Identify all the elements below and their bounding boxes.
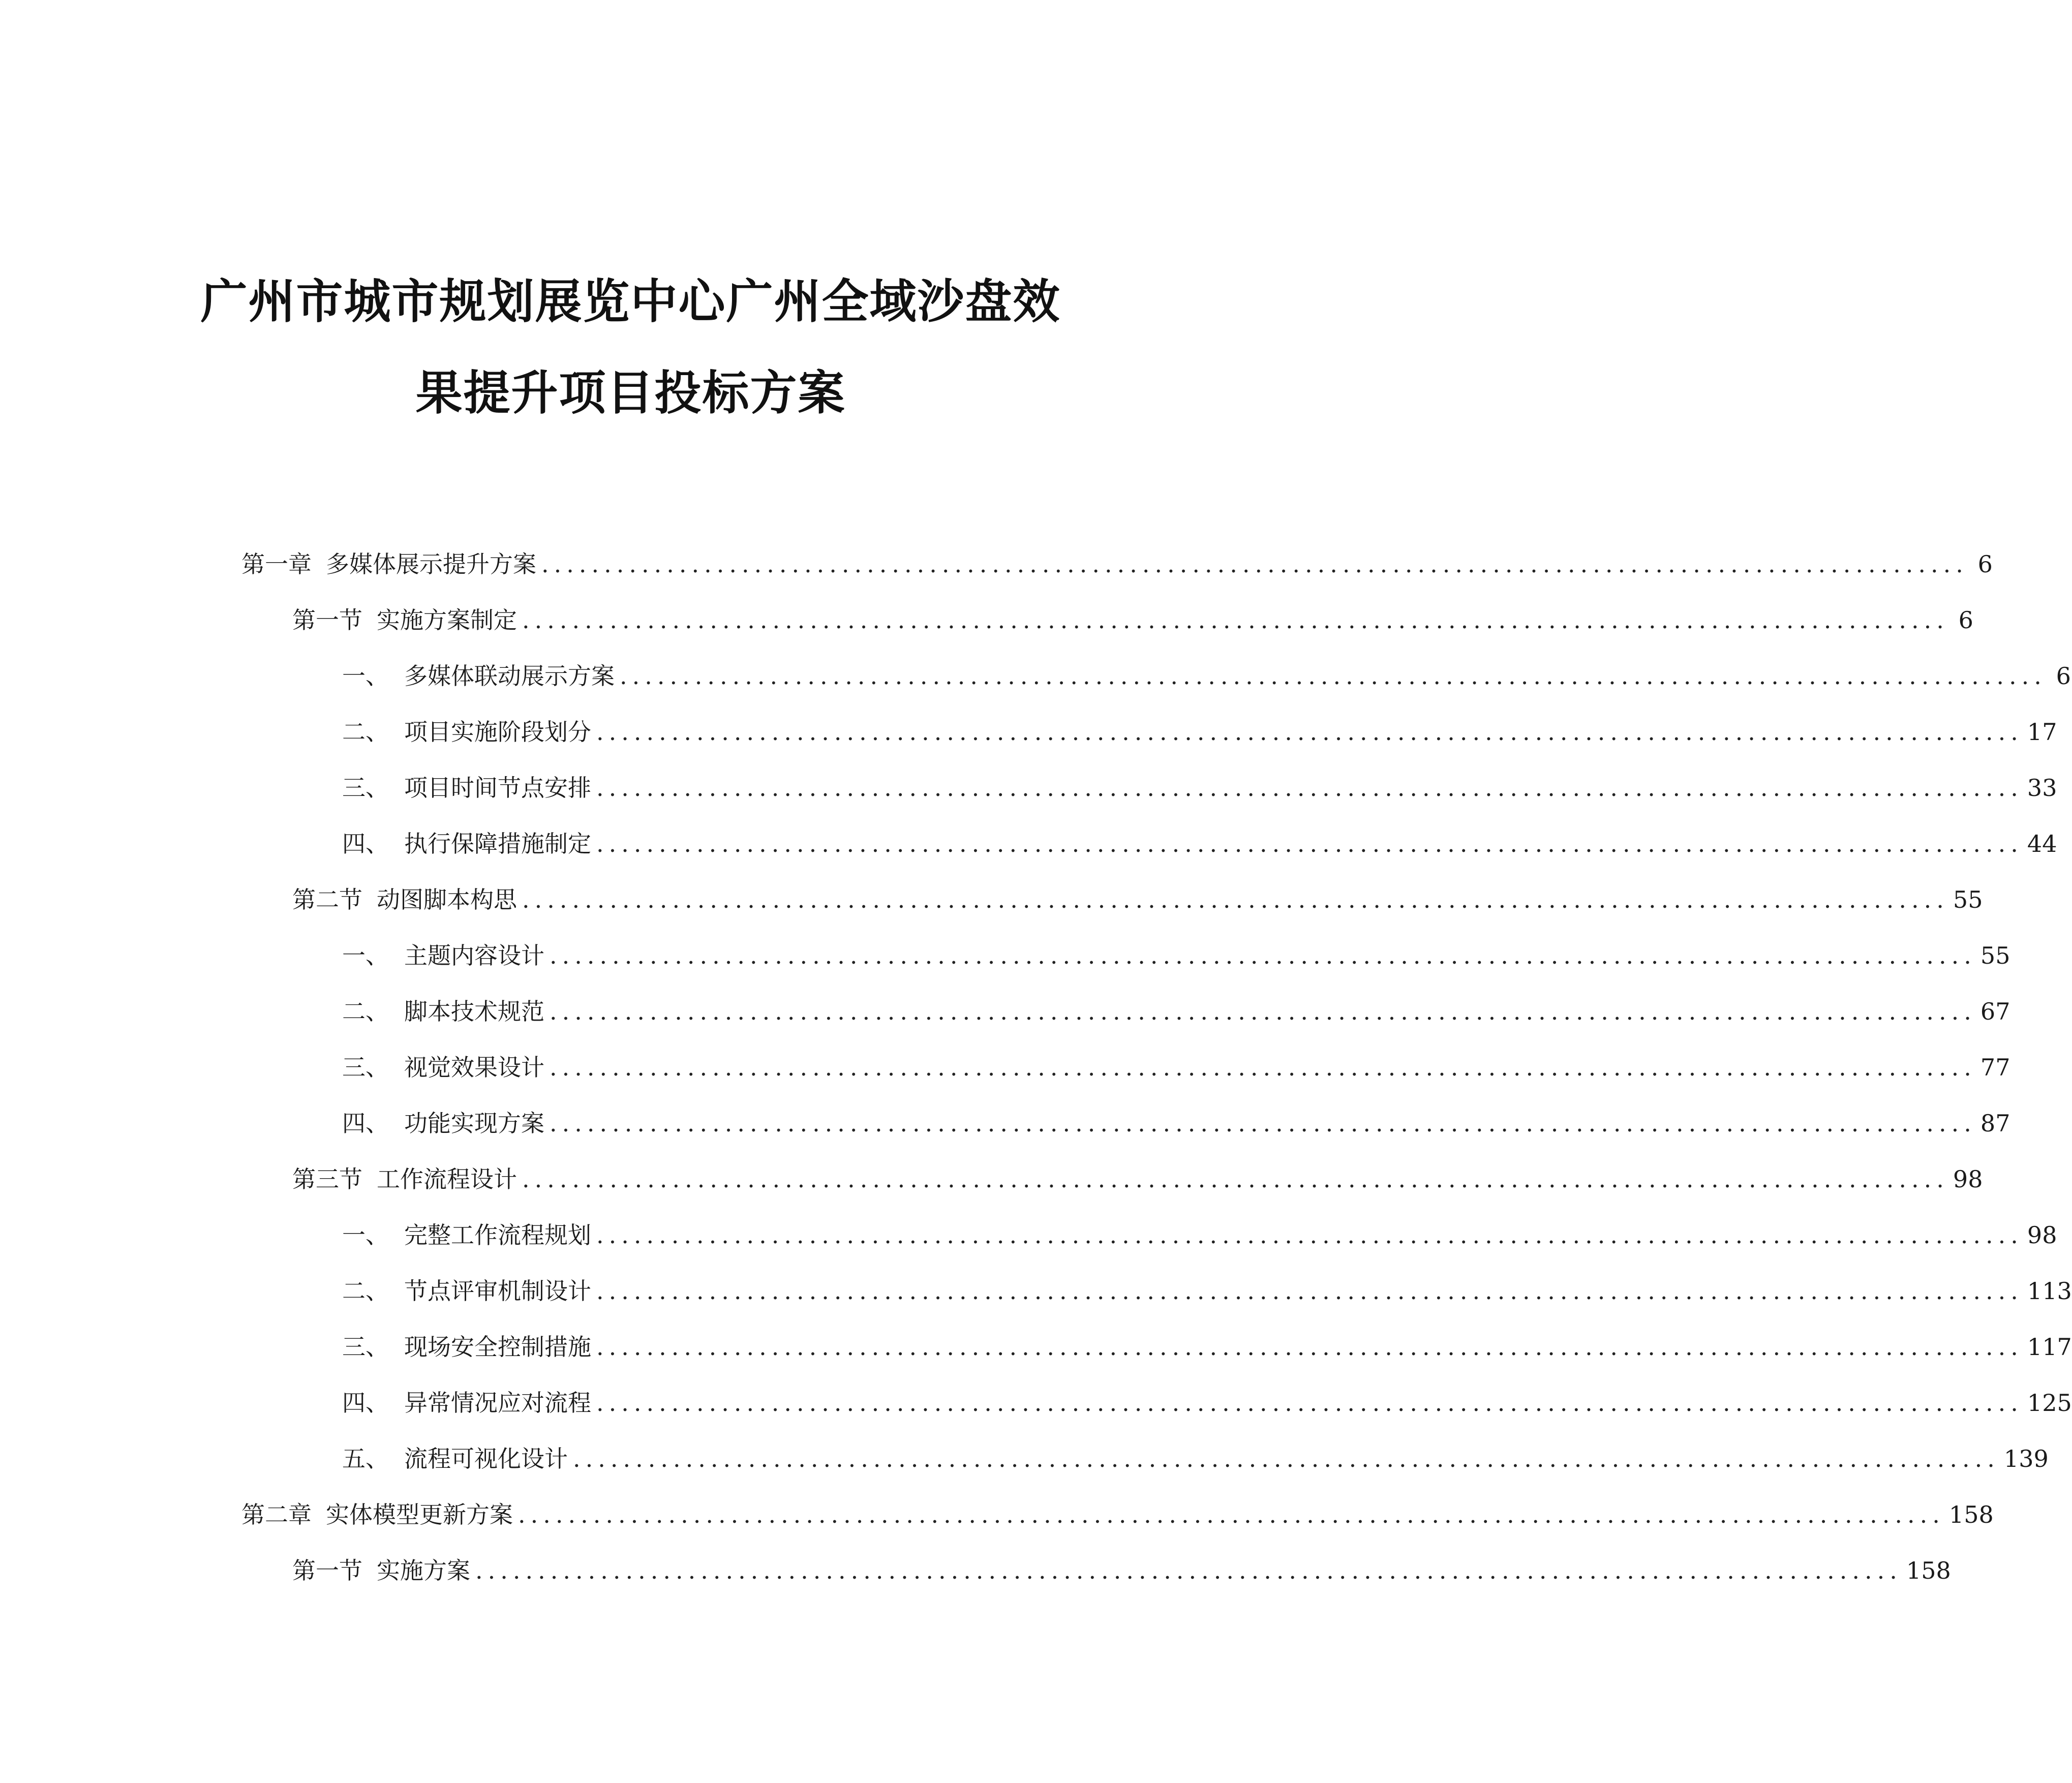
toc-entry-prefix: 三、 <box>342 1333 389 1361</box>
toc-entry-item-1-3-3[interactable] <box>342 1321 2072 1362</box>
toc-entry-title: 流程可视化设计 <box>404 1445 568 1472</box>
toc-entry-title: 主题内容设计 <box>404 942 544 969</box>
toc-entry-item-1-3-2[interactable] <box>342 1266 2072 1306</box>
document-title-line-1: 广州市城市规划展览中心广州全域沙盘效 <box>200 274 1061 329</box>
toc-entry-label <box>342 1443 568 1474</box>
toc-dot-leader: .................................................................................................................. <box>620 662 2047 690</box>
toc-page-number: 6 <box>1958 606 1973 634</box>
toc-entry-section-1-1[interactable] <box>292 595 1973 635</box>
toc-entry-title: 项目实施阶段划分 <box>404 718 591 746</box>
toc-entry-label <box>292 1555 470 1586</box>
toc-entry-title: 工作流程设计 <box>377 1165 517 1193</box>
toc-page-number: 125 <box>2027 1389 2072 1417</box>
toc-entry-prefix: 三、 <box>342 774 389 802</box>
toc-entry-label <box>292 884 517 915</box>
toc-dot-leader: .................................................................................................................. <box>550 1110 1976 1137</box>
toc-page-number: 44 <box>2027 830 2057 857</box>
toc-entry-prefix: 五、 <box>342 1445 389 1472</box>
toc-entry-label <box>342 717 591 747</box>
toc-entry-label <box>342 940 544 971</box>
toc-entry-item-1-1-4[interactable] <box>342 818 2057 859</box>
toc-page-number: 17 <box>2027 718 2057 746</box>
toc-entry-section-1-2[interactable] <box>292 874 1983 915</box>
toc-entry-item-1-2-1[interactable] <box>342 930 2010 971</box>
toc-dot-leader: .................................................................................................................. <box>596 1333 2023 1361</box>
toc-page-number: 33 <box>2027 774 2057 802</box>
toc-entry-prefix: 二、 <box>342 998 389 1025</box>
toc-dot-leader: .................................................................................................................. <box>596 718 2023 746</box>
toc-page-number: 87 <box>1980 1110 2010 1137</box>
toc-entry-label <box>342 1388 591 1418</box>
toc-dot-leader: .................................................................................................................. <box>596 1389 2023 1417</box>
toc-page-number: 158 <box>1948 1501 1994 1528</box>
toc-dot-leader: .................................................................................................................. <box>596 1277 2023 1305</box>
toc-entry-title: 异常情况应对流程 <box>404 1389 591 1417</box>
toc-page-number: 6 <box>2056 662 2071 690</box>
toc-page-number: 158 <box>1906 1557 1951 1584</box>
toc-page-number: 6 <box>1977 550 1993 578</box>
toc-dot-leader: .................................................................................................................. <box>550 942 1976 969</box>
toc-entry-prefix: 二、 <box>342 1277 389 1305</box>
toc-page-number: 113 <box>2027 1277 2072 1305</box>
toc-entry-label <box>342 1108 544 1139</box>
toc-dot-leader: .................................................................................................................. <box>573 1445 2000 1472</box>
toc-entry-prefix: 四、 <box>342 1110 389 1137</box>
toc-entry-prefix: 第二章 <box>241 1501 312 1528</box>
toc-entry-title: 完整工作流程规划 <box>404 1221 591 1249</box>
toc-page-number: 139 <box>2003 1445 2049 1472</box>
toc-entry-prefix: 一、 <box>342 662 389 690</box>
toc-entry-title: 实体模型更新方案 <box>326 1501 513 1528</box>
toc-entry-item-1-2-3[interactable] <box>342 1042 2010 1083</box>
toc-dot-leader: .................................................................................................................. <box>518 1501 1945 1528</box>
toc-dot-leader: .................................................................................................................. <box>541 550 1968 578</box>
toc-entry-prefix: 第二节 <box>292 886 362 913</box>
toc-entry-chapter-1[interactable] <box>241 539 1993 579</box>
toc-entry-prefix: 二、 <box>342 718 389 746</box>
toc-page-number: 67 <box>1980 998 2010 1025</box>
toc-entry-item-1-2-2[interactable] <box>342 986 2010 1027</box>
toc-dot-leader: .................................................................................................................. <box>522 1165 1949 1193</box>
toc-entry-label <box>342 1220 591 1250</box>
toc-entry-label <box>342 1052 544 1083</box>
toc-entry-item-1-3-5[interactable] <box>342 1433 2049 1474</box>
toc-entry-label <box>292 1164 517 1194</box>
toc-entry-title: 现场安全控制措施 <box>404 1333 591 1361</box>
toc-entry-item-1-1-2[interactable] <box>342 706 2057 747</box>
toc-entry-section-2-1[interactable] <box>292 1545 1951 1586</box>
toc-entry-title: 多媒体展示提升方案 <box>326 550 536 578</box>
toc-entry-title: 动图脚本构思 <box>377 886 517 913</box>
toc-entry-prefix: 第一章 <box>241 550 312 578</box>
toc-entry-prefix: 三、 <box>342 1054 389 1081</box>
toc-entry-item-1-3-4[interactable] <box>342 1377 2072 1418</box>
toc-dot-leader: .................................................................................................................. <box>550 998 1976 1025</box>
toc-entry-label <box>342 1332 591 1362</box>
toc-entry-title: 多媒体联动展示方案 <box>404 662 615 690</box>
toc-entry-item-1-1-1[interactable] <box>342 651 2071 691</box>
toc-entry-item-1-1-3[interactable] <box>342 762 2057 803</box>
toc-entry-label <box>241 549 536 579</box>
toc-page-number: 77 <box>1980 1054 2010 1081</box>
toc-entry-prefix: 一、 <box>342 1221 389 1249</box>
toc-entry-item-1-3-1[interactable] <box>342 1210 2057 1250</box>
toc-entry-label <box>342 661 615 691</box>
toc-dot-leader: .................................................................................................................. <box>596 774 2023 802</box>
toc-entry-label <box>342 828 591 859</box>
toc-dot-leader: .................................................................................................................. <box>550 1054 1976 1081</box>
toc-entry-prefix: 第一节 <box>292 1557 362 1584</box>
toc-dot-leader: .................................................................................................................. <box>522 886 1949 913</box>
toc-entry-item-1-2-4[interactable] <box>342 1098 2010 1139</box>
toc-page-number: 117 <box>2027 1333 2072 1361</box>
toc-entry-prefix: 一、 <box>342 942 389 969</box>
toc-page-number: 98 <box>1953 1165 1983 1193</box>
toc-entry-title: 执行保障措施制定 <box>404 830 591 857</box>
toc-entry-title: 实施方案制定 <box>377 606 517 634</box>
toc-entry-title: 视觉效果设计 <box>404 1054 544 1081</box>
toc-dot-leader: .................................................................................................................. <box>596 830 2023 857</box>
toc-page-number: 98 <box>2027 1221 2057 1249</box>
toc-entry-title: 节点评审机制设计 <box>404 1277 591 1305</box>
toc-entry-section-1-3[interactable] <box>292 1154 1983 1194</box>
toc-entry-label <box>292 605 517 635</box>
toc-entry-prefix: 四、 <box>342 830 389 857</box>
toc-entry-prefix: 第三节 <box>292 1165 362 1193</box>
toc-dot-leader: .................................................................................................................. <box>596 1221 2023 1249</box>
document-title-line-2: 果提升项目投标方案 <box>415 366 846 420</box>
toc-entry-title: 脚本技术规范 <box>404 998 544 1025</box>
toc-entry-title: 实施方案 <box>377 1557 470 1584</box>
toc-entry-prefix: 四、 <box>342 1389 389 1417</box>
toc-entry-label <box>342 996 544 1027</box>
toc-entry-label <box>241 1499 513 1530</box>
toc-entry-prefix: 第一节 <box>292 606 362 634</box>
toc-page-number: 55 <box>1953 886 1983 913</box>
toc-dot-leader: .................................................................................................................. <box>522 606 1949 634</box>
toc-page-number: 55 <box>1980 942 2010 969</box>
toc-entry-label <box>342 1276 591 1306</box>
toc-entry-title: 项目时间节点安排 <box>404 774 591 802</box>
toc-entry-title: 功能实现方案 <box>404 1110 544 1137</box>
toc-entry-label <box>342 773 591 803</box>
toc-dot-leader: .................................................................................................................. <box>475 1557 1902 1584</box>
toc-entry-chapter-2[interactable] <box>241 1489 1994 1530</box>
